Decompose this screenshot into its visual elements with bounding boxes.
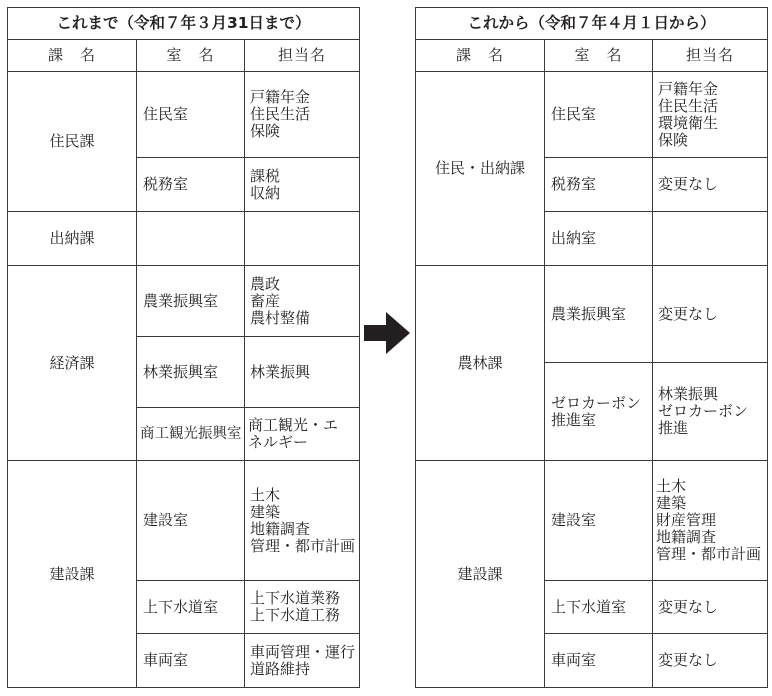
- tanto-line: 土木: [656, 477, 687, 495]
- table-row: [416, 72, 768, 158]
- table-after: [415, 7, 768, 688]
- tanto-cell: [245, 212, 360, 266]
- tanto-line: 戸籍年金: [250, 88, 311, 106]
- ka-cell: 建設課: [416, 461, 545, 688]
- tanto-line: 住民生活: [658, 96, 719, 115]
- tanto-line: ネルギー: [248, 433, 309, 451]
- table-title: これから（令和７年４月１日から）: [416, 8, 768, 40]
- tanto-line: 建築: [250, 502, 281, 521]
- header-row: [8, 40, 360, 72]
- table-row: [8, 266, 360, 337]
- tanto-line: 変更なし: [658, 597, 719, 616]
- tanto-line: 建築: [656, 494, 687, 512]
- tanto-cell: [245, 634, 360, 688]
- shitsu-cell: 商工観光振興室: [137, 408, 245, 461]
- header-tanto: 担当名: [653, 40, 768, 72]
- tanto-line: 土木: [250, 485, 281, 504]
- table-title: これまで（令和７年３月31日まで）: [8, 8, 360, 40]
- tanto-cell: [245, 266, 360, 337]
- tanto-line: 管理・都市計画: [250, 536, 356, 555]
- shitsu-cell: 上下水道室: [545, 581, 653, 634]
- tanto-line: 推進: [658, 419, 689, 437]
- tanto-line: 保険: [658, 130, 689, 149]
- shitsu-cell: 税務室: [137, 158, 245, 212]
- tanto-cell: [653, 212, 768, 266]
- shitsu-cell: 住民室: [137, 72, 245, 158]
- shitsu-line: 推進室: [551, 410, 597, 429]
- tanto-line: 財産管理: [656, 511, 717, 529]
- title-row: [8, 8, 360, 40]
- shitsu-cell: 住民室: [545, 72, 653, 158]
- tanto-cell: [245, 461, 360, 581]
- tanto-cell: [653, 634, 768, 688]
- tanto-line: 保険: [250, 122, 281, 140]
- shitsu-cell: 車両室: [545, 634, 653, 688]
- tanto-cell: [245, 158, 360, 212]
- tanto-line: 変更なし: [658, 651, 719, 669]
- shitsu-cell: 林業振興室: [137, 337, 245, 408]
- table-row: [8, 212, 360, 266]
- tanto-line: 林業振興: [658, 385, 719, 403]
- tanto-cell: [245, 337, 360, 408]
- tanto-line: 林業振興: [250, 362, 311, 381]
- tanto-line: 変更なし: [658, 175, 719, 193]
- tanto-line: 変更なし: [658, 304, 719, 323]
- tanto-line: 戸籍年金: [658, 79, 719, 98]
- tanto-line: 商工観光・エ: [248, 416, 339, 434]
- tanto-cell: [653, 363, 768, 461]
- tanto-cell: [653, 72, 768, 158]
- header-shitsu: 室 名: [545, 40, 653, 72]
- tanto-line: ゼロカーボン: [658, 402, 749, 420]
- shitsu-cell: 上下水道室: [137, 581, 245, 634]
- tanto-line: 上下水道工務: [250, 606, 341, 624]
- ka-cell: 住民・出納課: [416, 72, 545, 266]
- tanto-line: 環境衛生: [658, 113, 719, 132]
- tanto-cell: [245, 408, 360, 461]
- header-ka: 課 名: [416, 40, 545, 72]
- shitsu-cell: 建設室: [137, 461, 245, 581]
- right-arrow-icon: [364, 312, 410, 354]
- shitsu-line: ゼロカーボン: [551, 393, 642, 412]
- tanto-cell: [245, 72, 360, 158]
- header-ka: 課 名: [8, 40, 137, 72]
- shitsu-cell: 出納室: [545, 212, 653, 266]
- ka-cell: 建設課: [8, 461, 137, 688]
- tanto-line: 上下水道業務: [250, 589, 341, 607]
- tanto-line: 車両管理・運行: [250, 642, 356, 661]
- tanto-line: 課税: [250, 166, 281, 185]
- table-row: [416, 266, 768, 363]
- shitsu-cell: [545, 363, 653, 461]
- table-row: [8, 461, 360, 581]
- tanto-line: 農政: [250, 274, 281, 293]
- shitsu-cell: 農業振興室: [545, 266, 653, 363]
- tanto-line: 地籍調査: [250, 519, 311, 538]
- tanto-cell: [653, 461, 768, 581]
- ka-cell: 経済課: [8, 266, 137, 461]
- shitsu-cell: 建設室: [545, 461, 653, 581]
- tanto-line: 道路維持: [250, 659, 311, 678]
- tanto-line: 管理・都市計画: [656, 545, 762, 563]
- shitsu-cell: 農業振興室: [137, 266, 245, 337]
- title-row: [416, 8, 768, 40]
- tanto-line: 収納: [250, 183, 281, 202]
- header-row: [416, 40, 768, 72]
- tanto-line: 住民生活: [250, 105, 311, 123]
- ka-cell: 農林課: [416, 266, 545, 461]
- table-before: [7, 7, 360, 688]
- shitsu-cell: 税務室: [545, 158, 653, 212]
- header-shitsu: 室 名: [137, 40, 245, 72]
- ka-cell: 出納課: [8, 212, 137, 266]
- tanto-line: 地籍調査: [656, 528, 717, 546]
- table-row: [8, 72, 360, 158]
- tanto-cell: [245, 581, 360, 634]
- tanto-cell: [653, 581, 768, 634]
- tanto-line: 農村整備: [250, 308, 311, 327]
- table-row: [416, 461, 768, 581]
- header-tanto: 担当名: [245, 40, 360, 72]
- shitsu-cell: 車両室: [137, 634, 245, 688]
- tanto-cell: [653, 158, 768, 212]
- tanto-line: 畜産: [250, 291, 281, 310]
- tanto-cell: [653, 266, 768, 363]
- shitsu-cell: [137, 212, 245, 266]
- ka-cell: 住民課: [8, 72, 137, 212]
